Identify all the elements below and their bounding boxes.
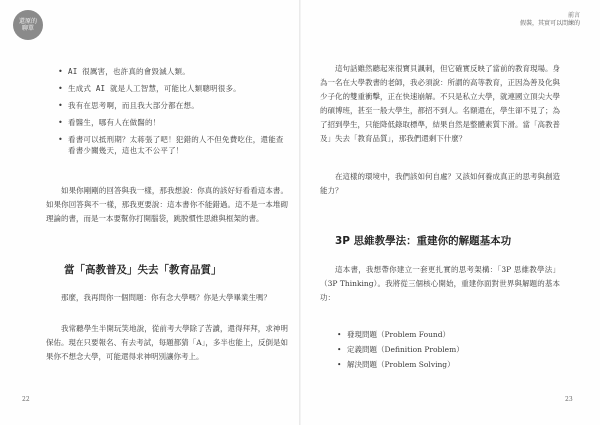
list-item: • 發現問題（Problem Found） (337, 330, 451, 339)
bullet-text: 生成式 AI 就是人工智慧，可能比人類聰明很多。 (68, 84, 241, 93)
bullet-item: • 看書可以抵刑期？太蒋張了吧！犯錯的人不但免費吃住，還能查看書少關幾天，這也太不公平了！ (58, 135, 284, 155)
right-paragraph-3: 這本書，我想帶你建立一套更扎實的思考架構：「3P 思維教學法」（3P Thinking）。我將從三個核心開始，重建你面對世界與解題的基本功： (320, 265, 560, 302)
bullet-text: 我有在思考啊，而且我大部分都在想。 (68, 101, 199, 110)
bullet-text: AI 很厲害，也許真的會毀滅人類。 (68, 67, 190, 76)
right-paragraph-2: 在這樣的環境中，我們該如何自處？又該如何養成真正的思考與創造能力？ (320, 172, 560, 195)
page-number-left: 22 (22, 396, 30, 403)
bullet-item: • AI 很厲害，也許真的會毀滅人類。 (58, 67, 190, 76)
bullet-text: 看書可以抵刑期？太蒋張了吧！犯錯的人不但免費吃住，還能查看書少關幾天，這也太不公平了！ (68, 135, 284, 155)
left-paragraph-2: 那麼，我再問你一個問題：你有念大學嗎？你是大學畢業生嗎？ (61, 293, 271, 302)
right-section-heading: 3P 思維教學法：重建你的解題基本功 (335, 235, 512, 247)
right-paragraph-1: 這句話雖然聽起來很寶貝諷刺，但它確實反映了當前的教育現場。身為一名在大學教書的老師，我必須說：所謂的高等教育，正因為善及化與少子化的雙重衝擊，正在快速崩解。不只是私立大學，就連國立頂尖大學的碩博班，甚至一般大學生，都招不到人。名額還在，學生卻不見了；為了招到學生，只能降低錄取標準，結果自然是整體素質下滑。當「高教普及」失去「教育品質」，那我們還剩下什麼？ (320, 64, 560, 143)
left-section-heading: 當「高教普及」失去「教育品質」 (64, 264, 222, 276)
list-item-text: 定義問題（Definition Problem） (347, 345, 464, 354)
bullet-item: • 我有在思考啊，而且我大部分都在想。 (58, 101, 199, 110)
left-paragraph-1: 如果你剛剛的回答與我一樣，那我想說：你真的該好好看看這本書。如果你回答與不一樣，那我更要說：這本書你不能錯過。這不是一本堆砌理論的書，而是一本要幫你打開腦袋，跳脫慣性思維與框架的書。 (46, 186, 288, 223)
chapter-badge (13, 10, 43, 40)
page-gutter (299, 0, 301, 425)
list-item: • 定義問題（Definition Problem） (337, 345, 464, 354)
bullet-text: 看醫生，哪有人在做醫的！ (68, 118, 161, 127)
left-paragraph-3: 我常聽學生半開玩笑地說，從前考大學除了苦讀，還得拜拜，求神明保佑。現在只要報名、有去考試，每題都猜「A」，多半也能上，反倒是如果你不想念大學，可能還得求神明別讓你考上。 (46, 324, 288, 361)
badge-line-1: 還原的 (18, 18, 37, 25)
running-header-line-1: 前言 (567, 12, 580, 19)
list-item-text: 解決問題（Problem Solving） (347, 360, 455, 369)
bullet-item: • 看醫生，哪有人在做醫的！ (58, 118, 161, 127)
page-number-right: 23 (565, 396, 573, 403)
badge-line-2: 聊單 (21, 25, 34, 32)
list-item: • 解決問題（Problem Solving） (337, 360, 455, 369)
3p-list (337, 327, 464, 372)
list-item-text: 發現問題（Problem Found） (347, 330, 451, 339)
running-header (520, 12, 580, 28)
running-header-line-2: 假裝，其實可以問練的 (519, 20, 580, 27)
handwritten-bullet-list (58, 66, 288, 162)
bullet-item: • 生成式 AI 就是人工智慧，可能比人類聰明很多。 (58, 84, 241, 93)
